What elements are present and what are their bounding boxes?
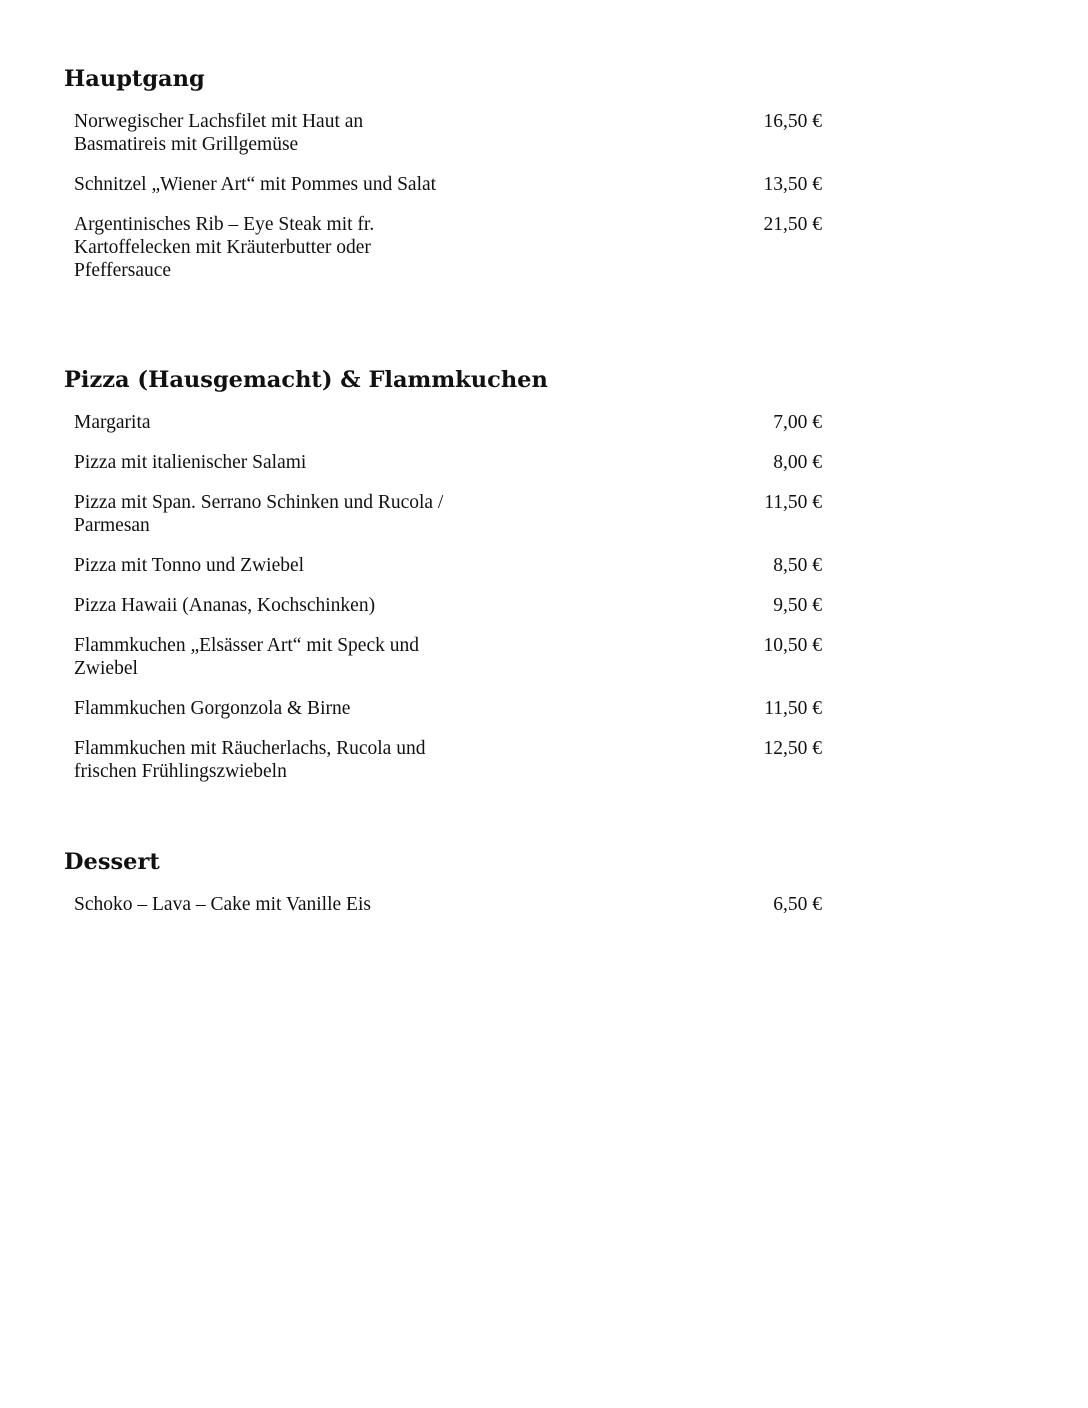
item-price: 7,00 € [773, 412, 822, 433]
item-price: 8,00 € [773, 452, 822, 473]
item-name: Argentinisches Rib – Eye Steak mit fr. Kartoffelecken mit Kräuterbutter oder Pfeffersauce [74, 214, 375, 281]
item-price: 8,50 € [773, 555, 822, 576]
item-name: Flammkuchen „Elsässer Art“ mit Speck und Zwiebel [74, 635, 419, 679]
item-name: Pizza mit Span. Serrano Schinken und Rucola / Parmesan [74, 492, 444, 536]
item-name: Margarita [74, 412, 151, 433]
menu-item [64, 594, 824, 617]
item-price: 9,50 € [773, 595, 822, 616]
item-price: 13,50 € [763, 174, 822, 195]
menu-item [64, 893, 824, 916]
menu-item [64, 491, 824, 537]
item-price: 11,50 € [764, 492, 822, 513]
item-price: 11,50 € [764, 698, 822, 719]
item-name: Pizza mit Tonno und Zwiebel [74, 555, 305, 576]
section-title: Pizza (Hausgemacht) & Flammkuchen [64, 367, 548, 393]
section-hauptgang [64, 64, 824, 299]
menu-item-list [64, 411, 824, 783]
menu-item [64, 451, 824, 474]
section-pizza-flammkuchen [64, 365, 824, 800]
menu-item [64, 110, 824, 156]
item-name: Schnitzel „Wiener Art“ mit Pommes und Salat [74, 174, 437, 195]
item-name: Schoko – Lava – Cake mit Vanille Eis [74, 894, 371, 915]
menu-item [64, 411, 824, 434]
menu-item [64, 737, 824, 783]
item-name: Norwegischer Lachsfilet mit Haut an Basmatireis mit Grillgemüse [74, 111, 364, 155]
item-price: 6,50 € [773, 894, 822, 915]
item-name: Flammkuchen Gorgonzola & Birne [74, 698, 351, 719]
item-price: 16,50 € [763, 111, 822, 132]
menu-item [64, 697, 824, 720]
item-name: Pizza Hawaii (Ananas, Kochschinken) [74, 595, 376, 616]
menu-item [64, 554, 824, 577]
item-name: Flammkuchen mit Räucherlachs, Rucola und frischen Frühlingszwiebeln [74, 738, 426, 782]
section-title: Dessert [64, 849, 160, 875]
menu-item [64, 634, 824, 680]
menu-item-list [64, 110, 824, 282]
item-price: 21,50 € [763, 214, 822, 235]
item-name: Pizza mit italienischer Salami [74, 452, 307, 473]
section-dessert [64, 847, 824, 933]
item-price: 12,50 € [763, 738, 822, 759]
section-title: Hauptgang [64, 66, 205, 92]
item-price: 10,50 € [763, 635, 822, 656]
menu-item [64, 213, 824, 282]
menu-item [64, 173, 824, 196]
menu-item-list [64, 893, 824, 916]
